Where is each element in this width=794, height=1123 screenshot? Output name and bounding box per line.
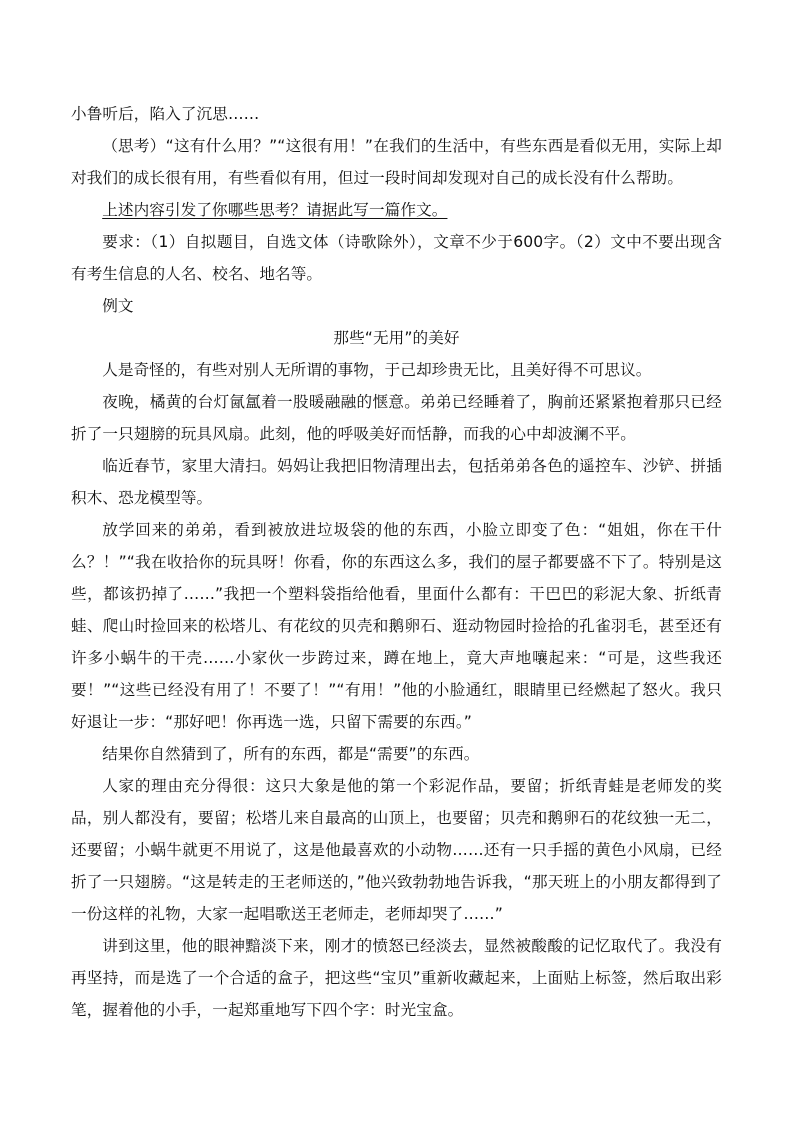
essay-paragraph-4: 放学回来的弟弟，看到被放进垃圾袋的他的东西，小脸立即变了色：“姐姐，你在干什么？！”“我在收拾你的玩具呀！你看，你的东西这么多，我们的屋子都要盛不下了。特别是这些，都该扔掉了……”我把一个塑料袋指给他看，里面什么都有：干巴巴的彩泥大象、折纸青蛙、爬山时捡回来的松塔儿、有花纹的贝壳和鹅卵石、逛动物园时捡拾的孔雀羽毛，甚至还有许多小蜗牛的干壳……小家伙一步跨过来，蹲在地上，竟大声地嚷起来：“可是，这些我还要！”“这些已经没有用了！不要了！”“有用！”他的小脸通红，眼睛里已经燃起了怒火。我只好退让一步：“那好吧！你再选一选，只留下需要的东西。” [71,521,722,731]
document-body [71,98,722,1026]
essay-title: 那些“无用”的美好 [333,329,460,347]
essay-paragraph-7: 讲到这里，他的眼神黯淡下来，刚才的愤怒已经淡去，显然被酸酸的记忆取代了。我没有再坚持，而是选了一个合适的盒子，把这些“宝贝”重新收藏起来，上面贴上标签，然后取出彩笔，握着他的小手，一起郑重地写下四个字：时光宝盒。 [71,937,722,1019]
paragraph-prompt-material: （思考）“这有什么用？”“这很有用！”在我们的生活中，有些东西是看似无用，实际上却对我们的成长很有用，有些看似有用，但过一段时间却发现对自己的成长没有什么帮助。 [71,137,722,187]
essay-paragraph-5: 结果你自然猜到了，所有的东西，都是“需要”的东西。 [102,745,480,763]
essay-paragraph-6: 人家的理由充分得很：这只大象是他的第一个彩泥作品，要留；折纸青蛙是老师发的奖品，别人都没有，要留；松塔儿来自最高的山顶上，也要留；贝壳和鹅卵石的花纹独一无二，还要留；小蜗牛就更不用说了，这是他最喜欢的小动物……还有一只手摇的黄色小风扇，已经折了一只翅膀。“这是转走的王老师送的，”他兴致勃勃地告诉我，“那天班上的小朋友都得到了一份这样的礼物，大家一起唱歌送王老师走，老师却哭了……” [71,777,722,923]
sample-essay-label: 例文 [102,297,134,315]
essay-paragraph-1: 人是奇怪的，有些对别人无所谓的事物，于己却珍贵无比，且美好得不可思议。 [102,361,652,379]
paragraph-writing-task [71,194,722,226]
writing-task-text: 上述内容引发了你哪些思考？请据此写一篇作文。 [102,201,448,219]
essay-paragraph-3: 临近春节，家里大清扫。妈妈让我把旧物清理出去，包括弟弟各色的遥控车、沙铲、拼插积木、恐龙模型等。 [71,457,722,507]
paragraph-story-ending: 小鲁听后，陷入了沉思…… [71,105,260,123]
paragraph-requirements: 要求：（1）自拟题目，自选文体（诗歌除外），文章不少于600字。（2）文中不要出现含有考生信息的人名、校名、地名等。 [71,233,722,283]
essay-paragraph-2: 夜晚，橘黄的台灯氤氲着一股暖融融的惬意。弟弟已经睡着了，胸前还紧紧抱着那只已经折了一只翅膀的玩具风扇。此刻，他的呼吸美好而恬静，而我的心中却波澜不平。 [71,393,722,443]
